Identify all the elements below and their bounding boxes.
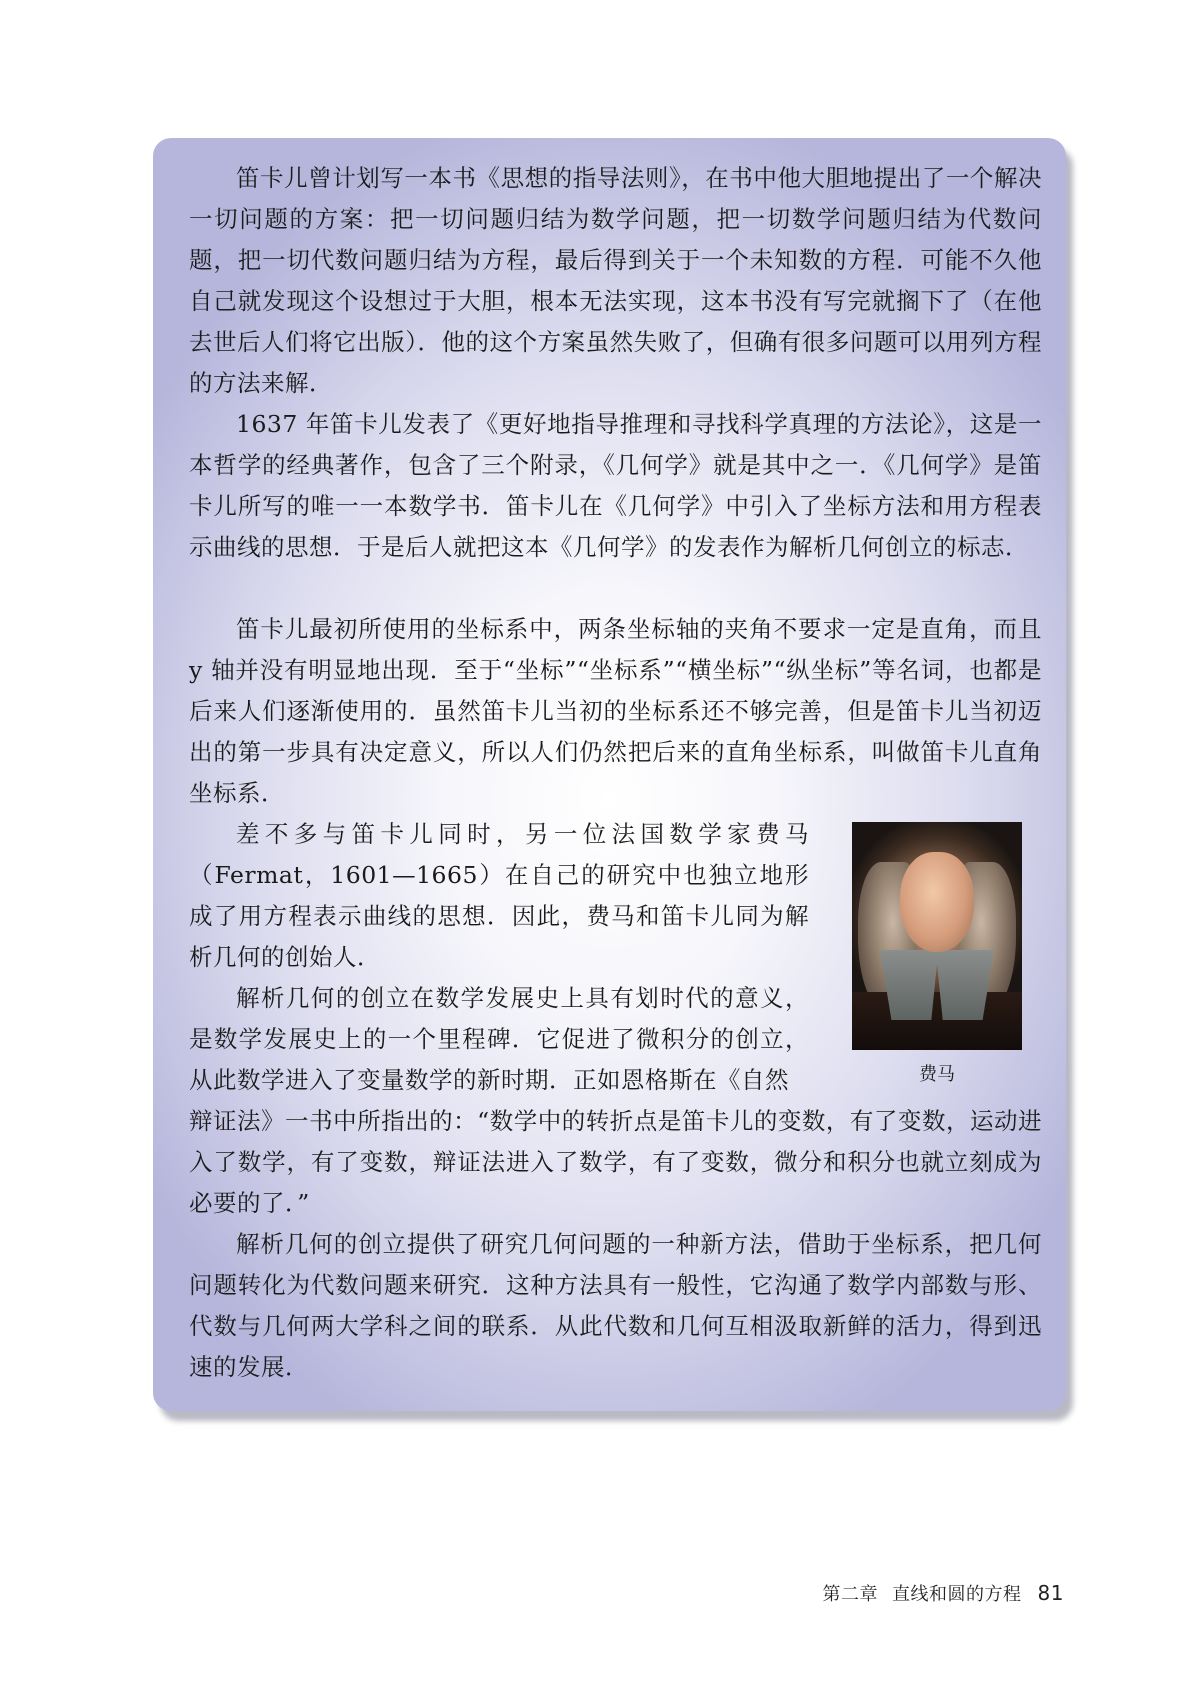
footer-chapter: 第二章 [822, 1584, 879, 1605]
paragraph-1: 笛卡儿曾计划写一本书《思想的指导法则》，在书中他大胆地提出了一个解决一切问题的方案：把一切问题归结为数学问题，把一切数学问题归结为代数问题，把一切代数问题归结为方程，最后得到关于一个未知数的方程．可能不久他自己就发现这个设想过于大胆，根本无法实现，这本书没有写完就搁下了（在他去世后人们将它出版）．他的这个方案虽然失败了，但确有很多问题可以用列方程的方法来解． [189, 164, 1042, 397]
fermat-portrait-image [852, 822, 1022, 1050]
paragraph-2: 1637 年笛卡儿发表了《更好地指导推理和寻找科学真理的方法论》，这是一本哲学的经典著作，包含了三个附录，《几何学》就是其中之一．《几何学》是笛卡儿所写的唯一一本数学书．笛卡儿在《几何学》中引入了坐标方法和用方程表示曲线的思想．于是后人就把这本《几何学》的发表作为解析几何创立的标志． [189, 410, 1042, 561]
paragraph-5-narrow-part: 解析几何的创立在数学发展史上具有划时代的意义，是数学发展史上的一个里程碑．它促进了微积分的创立，从此数学进入了变量数学的新时期．正如恩格斯在《自然 [189, 984, 809, 1094]
reading-box [153, 138, 1066, 1411]
footer-chapter-title: 直线和圆的方程 [892, 1584, 1022, 1605]
page-footer [823, 1580, 1064, 1606]
portrait-face [900, 852, 974, 952]
portrait-robe [852, 992, 1022, 1050]
paragraph-4: 差不多与笛卡儿同时，另一位法国数学家费马（Fermat，1601—1665）在自己的研究中也独立地形成了用方程表示曲线的思想．因此，费马和笛卡儿同为解析几何的创始人． [189, 820, 809, 971]
paragraph-6: 解析几何的创立提供了研究几何问题的一种新方法，借助于坐标系，把几何问题转化为代数问题来研究．这种方法具有一般性，它沟通了数学内部数与形、代数与几何两大学科之间的联系．从此代数和几何互相汲取新鲜的活力，得到迅速的发展． [189, 1230, 1042, 1381]
portrait-caption: 费马 [919, 1064, 955, 1085]
page-number: 81 [1037, 1581, 1064, 1605]
paragraph-3: 笛卡儿最初所使用的坐标系中，两条坐标轴的夹角不要求一定是直角，而且 y 轴并没有明显地出现．至于“坐标”“坐标系”“横坐标”“纵坐标”等名词，也都是后来人们逐渐使用的．虽然笛卡儿当初的坐标系还不够完善，但是笛卡儿当初迈出的第一步具有决定意义，所以人们仍然把后来的直角坐标系，叫做笛卡儿直角坐标系． [189, 615, 1042, 807]
paragraph-5-wide-part: 辩证法》一书中所指出的：“数学中的转折点是笛卡儿的变数，有了变数，运动进入了数学，有了变数，辩证法进入了数学，有了变数，微分和积分也就立刻成为必要的了．” [189, 1107, 1042, 1217]
